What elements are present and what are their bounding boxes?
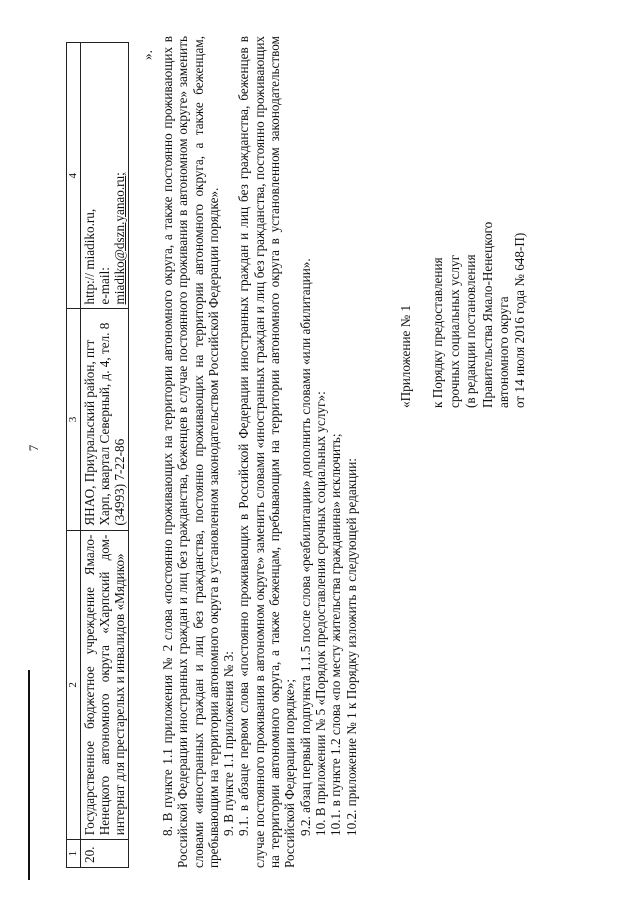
page-number: 7 bbox=[26, 444, 41, 452]
appendix-line: к Порядку предоставления bbox=[430, 257, 446, 408]
paragraph-9-2: 9.2. абзац первый подпункта 1.1.5 после слова «реабилитации» дополнить словами «или абилитации». bbox=[297, 258, 313, 836]
appendix-line: от 14 июля 2016 года № 648-П) bbox=[512, 232, 528, 408]
institutions-table bbox=[66, 42, 129, 868]
appendix-heading bbox=[398, 78, 529, 408]
table-header-row bbox=[67, 43, 81, 868]
website-link[interactable]: http:// miadiko.ru, bbox=[82, 208, 97, 305]
appendix-line: срочных социальных услуг bbox=[446, 254, 462, 408]
appendix-line: (в редакции постановления bbox=[463, 254, 479, 408]
appendix-title: «Приложение № 1 bbox=[398, 304, 413, 408]
header-cell-2: 2 bbox=[67, 530, 81, 840]
paragraph-8: 8. В пункте 1.1 приложения № 2 слова «постоянно проживающих на территории автономного округа, а также постоянно проживающих в Российской Федерации иностранных граждан и лиц без гражданства, беженцев в случае постоянного проживания в автономном округе» заменить словами «иностранных граждан и лиц без гражданства, постоянно проживающих на территории автономного округа, а также беженцам, пребывающим на территории автономного округа в установленном законодательством Российской Федерации порядке». bbox=[160, 36, 221, 868]
table-row bbox=[81, 43, 129, 868]
institution-contacts bbox=[81, 43, 129, 309]
header-cell-4: 4 bbox=[67, 43, 81, 309]
paragraph-10-1: 10.1. в пункте 1.2 слова «по месту жительства гражданина» исключить; bbox=[328, 433, 344, 836]
institution-name: Государственное бюджетное учреждение Ямало-Ненецкого автономного округа «Харпский дом-интернат для престарелых и инвалидов «Мядико» bbox=[81, 530, 129, 840]
header-cell-1: 1 bbox=[67, 840, 81, 868]
rotated-page-content bbox=[18, 8, 638, 888]
email-link[interactable]: miadiko@dszn.yanao.ru; bbox=[112, 172, 127, 305]
row-number: 20. bbox=[81, 840, 129, 868]
paragraph-10-2: 10.2. приложение № 1 к Порядку изложить в следующей редакции: bbox=[343, 458, 359, 836]
amendments-text bbox=[160, 36, 359, 868]
institution-address: ЯНАО, Приуральский район, пгт Харп, квартал Северный, д. 4, тел. 8 (34993) 7-22-86 bbox=[81, 309, 129, 530]
appendix-line: автономного округа bbox=[496, 296, 512, 408]
appendix-line: Правительства Ямало-Ненецкого bbox=[479, 221, 495, 408]
paragraph-9-1: 9.1. в абзаце первом слова «постоянно проживающих в Российской Федерации иностранных граждан и лиц без гражданства, беженцев в случае постоянного проживания в автономном округе» заменить словами «иностранных граждан и лиц без гражданства, постоянно проживающих на территории автономного округа, а также беженцам, пребывающим на территории автономного округа в установленном законодательством Российской Федерации порядке»; bbox=[236, 36, 298, 868]
paragraph-10: 10. В приложении № 5 «Порядок предоставления срочных социальных услуг»: bbox=[312, 391, 328, 836]
email-label: e-mail: bbox=[97, 267, 112, 305]
header-cell-3: 3 bbox=[67, 309, 81, 530]
paragraph-9: 9. В пункте 1.1 приложения № 3: bbox=[221, 651, 237, 836]
closing-quote: ». bbox=[140, 50, 155, 60]
